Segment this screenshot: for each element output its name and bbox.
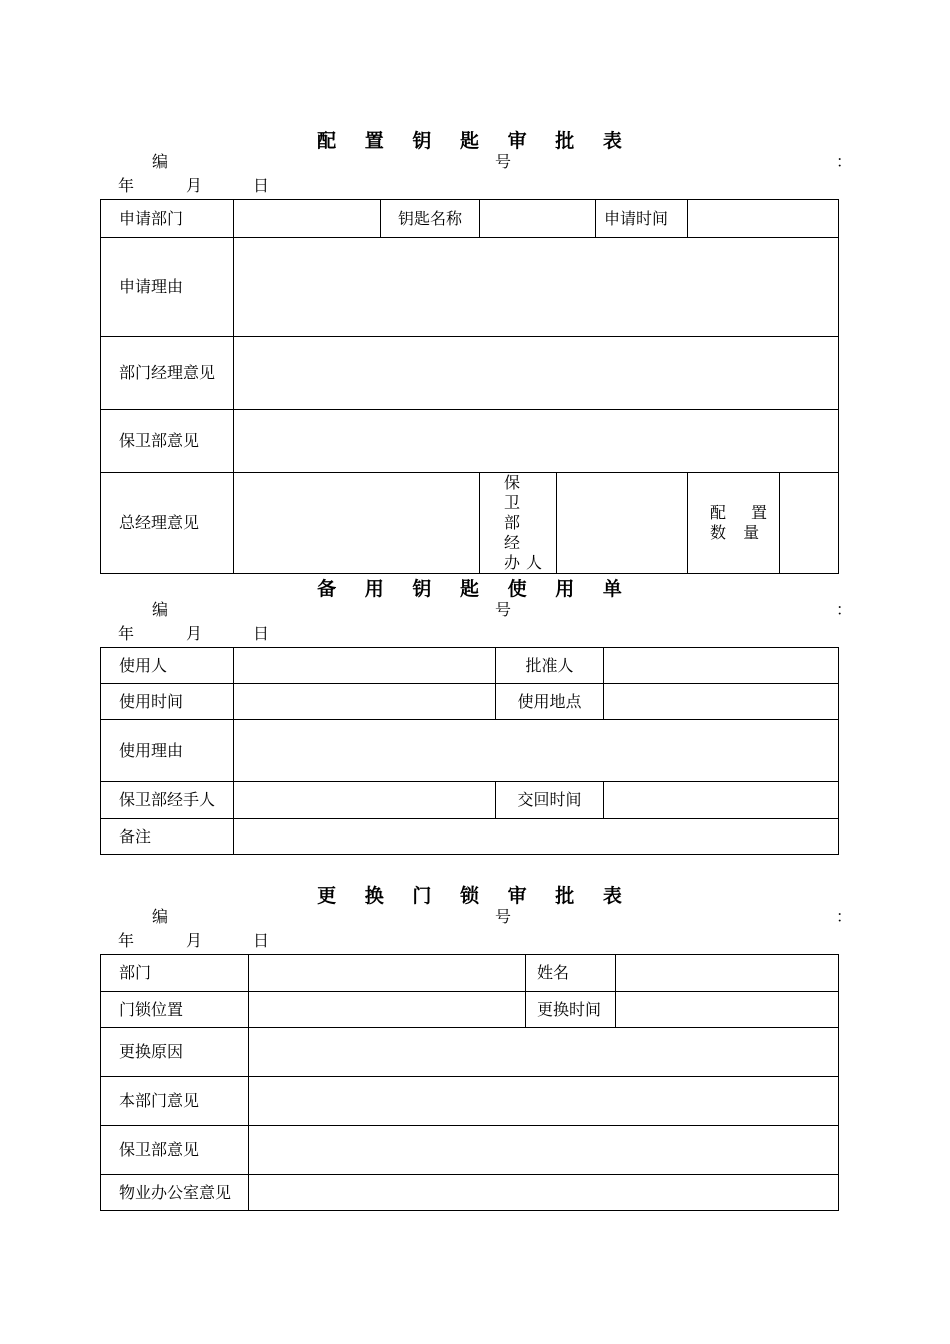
property-office-opinion-field[interactable]	[249, 1175, 839, 1211]
general-manager-opinion-field[interactable]	[234, 473, 480, 574]
form1-number-colon: ：	[836, 152, 853, 171]
form3-month-label: 月	[186, 931, 203, 950]
replace-time-field[interactable]	[616, 992, 839, 1028]
dept-field[interactable]	[249, 955, 526, 992]
security-dept-opinion-field[interactable]	[234, 410, 839, 473]
approver-field[interactable]	[604, 648, 839, 684]
security-handler-field[interactable]	[557, 473, 688, 574]
form1-year-label: 年	[118, 176, 135, 195]
form3-year-label: 年	[118, 931, 135, 950]
form2-number-label-right: 号	[495, 600, 512, 619]
replace-reason-label: 更换原因	[101, 1028, 249, 1077]
approver-label: 批准人	[496, 648, 604, 684]
use-place-field[interactable]	[604, 684, 839, 720]
lock-location-field[interactable]	[249, 992, 526, 1028]
form1-month-label: 月	[186, 176, 203, 195]
lock-replacement-approval-table	[100, 954, 839, 1211]
form2-year-label: 年	[118, 624, 135, 643]
apply-reason-field[interactable]	[234, 238, 839, 337]
key-name-field[interactable]	[480, 200, 596, 238]
form3-day-label: 日	[253, 931, 270, 950]
form1-number-label-right: 号	[495, 152, 512, 171]
apply-dept-label: 申请部门	[101, 200, 234, 238]
use-reason-label: 使用理由	[101, 720, 234, 782]
use-time-label: 使用时间	[101, 684, 234, 720]
user-label: 使用人	[101, 648, 234, 684]
dept-opinion-field[interactable]	[249, 1077, 839, 1126]
form2-number-colon: ：	[836, 600, 853, 619]
dept-manager-opinion-label: 部门经理意见	[101, 337, 234, 410]
dept-opinion-label: 本部门意见	[101, 1077, 249, 1126]
security-opinion-field[interactable]	[249, 1126, 839, 1175]
remark-label: 备注	[101, 819, 234, 855]
key-name-label: 钥匙名称	[381, 200, 480, 238]
apply-time-label: 申请时间	[596, 200, 688, 238]
form2-day-label: 日	[253, 624, 270, 643]
name-field[interactable]	[616, 955, 839, 992]
use-reason-field[interactable]	[234, 720, 839, 782]
spare-key-usage-table	[100, 647, 839, 855]
security-handler-label: 保 卫 部 经 办人	[480, 473, 557, 574]
return-time-label: 交回时间	[496, 782, 604, 819]
remark-field[interactable]	[234, 819, 839, 855]
form1-title: 配 置 钥 匙 审 批 表	[317, 130, 633, 152]
dept-manager-opinion-field[interactable]	[234, 337, 839, 410]
security-handler-person-label: 保卫部经手人	[101, 782, 234, 819]
use-time-field[interactable]	[234, 684, 496, 720]
property-office-opinion-label: 物业办公室意见	[101, 1175, 249, 1211]
apply-dept-field[interactable]	[234, 200, 381, 238]
lock-location-label: 门锁位置	[101, 992, 249, 1028]
form1-number-label-left: 编	[152, 152, 169, 171]
dept-label: 部门	[101, 955, 249, 992]
user-field[interactable]	[234, 648, 496, 684]
key-config-approval-table	[100, 199, 839, 574]
security-opinion-label: 保卫部意见	[101, 1126, 249, 1175]
form2-month-label: 月	[186, 624, 203, 643]
general-manager-opinion-label: 总经理意见	[101, 473, 234, 574]
apply-reason-label: 申请理由	[101, 238, 234, 337]
name-label: 姓名	[526, 955, 616, 992]
form3-title: 更 换 门 锁 审 批 表	[317, 885, 633, 907]
replace-time-label: 更换时间	[526, 992, 616, 1028]
form2-number-label-left: 编	[152, 600, 169, 619]
config-quantity-label: 配 置 数 量	[688, 473, 780, 574]
form2-title: 备 用 钥 匙 使 用 单	[317, 578, 633, 600]
form3-number-label-right: 号	[495, 907, 512, 926]
form3-number-colon: ：	[836, 907, 853, 926]
form1-day-label: 日	[253, 176, 270, 195]
replace-reason-field[interactable]	[249, 1028, 839, 1077]
security-handler-person-field[interactable]	[234, 782, 496, 819]
apply-time-field[interactable]	[688, 200, 839, 238]
return-time-field[interactable]	[604, 782, 839, 819]
security-dept-opinion-label: 保卫部意见	[101, 410, 234, 473]
use-place-label: 使用地点	[496, 684, 604, 720]
form3-number-label-left: 编	[152, 907, 169, 926]
config-quantity-field[interactable]	[780, 473, 839, 574]
